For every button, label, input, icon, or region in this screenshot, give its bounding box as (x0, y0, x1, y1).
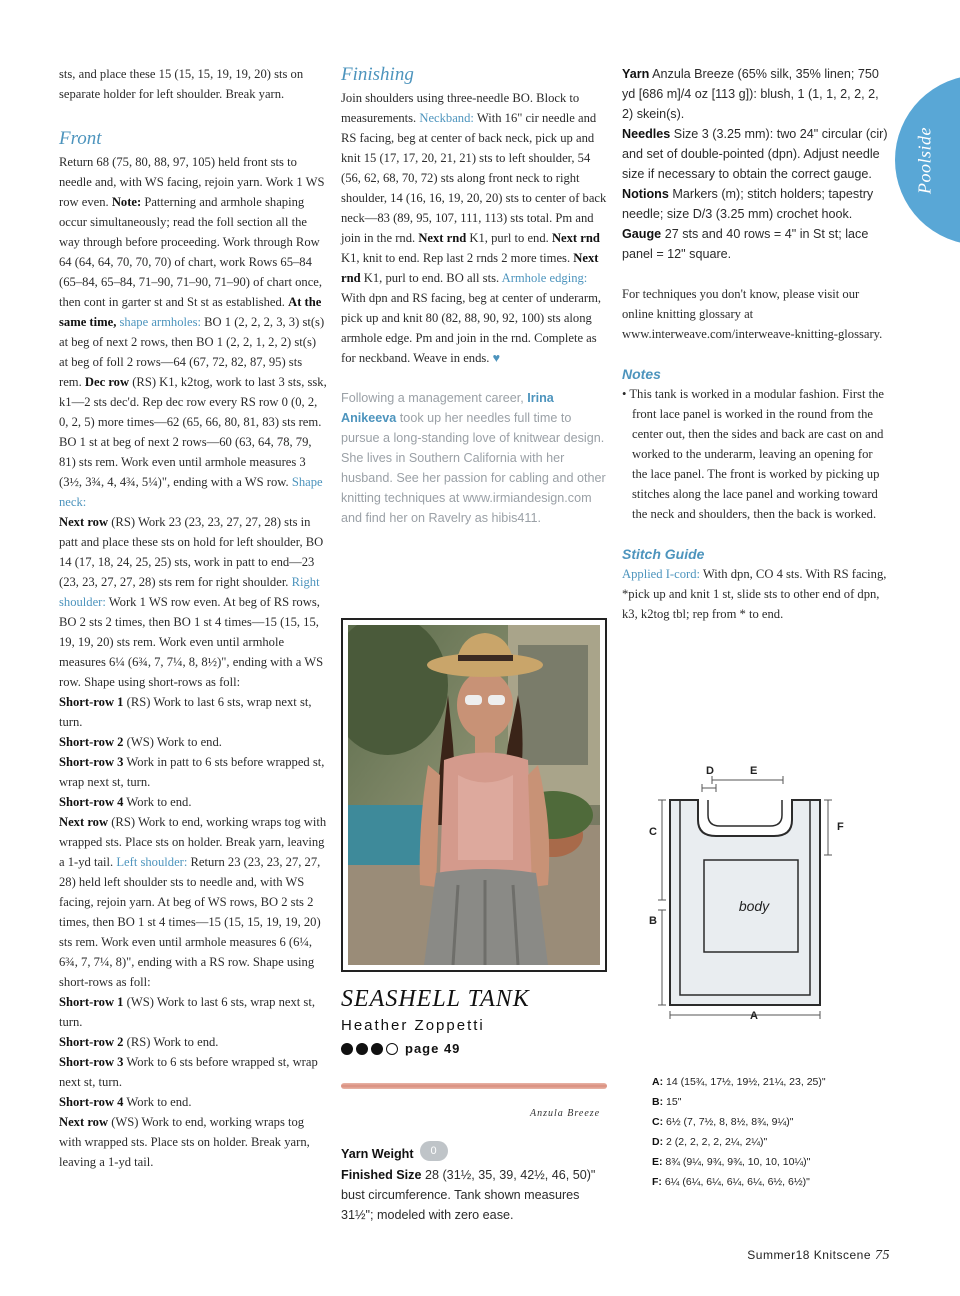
short-row-3: Short-row 3 Work in patt to 6 sts before wrapped st, wrap next st, turn. (59, 755, 325, 789)
dim-label-b: B (649, 915, 657, 927)
difficulty-dot-empty (386, 1043, 398, 1055)
techniques-note: For techniques you don't know, please visit our online knitting glossary at www.interweave.com/interweave-knitting-glossary. (622, 287, 883, 341)
schematic-diagram (640, 760, 860, 1030)
gauge-spec: Gauge 27 sts and 40 rows = 4" in St st; lace panel = 12" square. (622, 227, 869, 261)
measurement-row: B: 15" (652, 1096, 682, 1108)
yarn-weight-label: Yarn Weight (341, 1147, 414, 1161)
difficulty-dot-filled (341, 1043, 353, 1055)
finishing-heading: Finishing (341, 64, 414, 85)
notions-spec: Notions Markers (m); stitch holders; tapestry needle; size D/3 (3.25 mm) crochet hook. (622, 187, 874, 221)
dim-label-e: E (750, 765, 758, 777)
front-instructions: Return 68 (75, 80, 88, 97, 105) held front sts to needle and, with WS facing, rejoin yarn. Work 1 WS row even. Note: Patterning and armhole shaping occur simultaneously; read the foll section all the way through before proceeding. Work through Row 64 (64, 64, 70, 70, 70) of chart, work Rows 65–84 (65–84, 65–84, 71–90, 71–90, 71–90) of chart once, then cont in garter st and St st as established. At the same time, shape armholes: BO 1 (2, 2, 2, 3, 3) st(s) at beg of next 2 rows, then BO 1 (2, 2, 1, 2, 2) st(s) at beg of foll 2 rows—64 (67, 72, 82, 87, 95) sts rem. Dec row (RS) K1, k2tog, work to last 3 sts, ssk, k1—2 sts dec'd. Rep dec row every RS row 0 (0, 2, 0, 2, 5) more times—62 (65, 66, 80, 81, 83) sts rem. BO 1 st at beg of next 2 rows—60 (63, 64, 78, 79, 81) sts rem. Work even until armhole measures 3 (3½, 3¾, 4, 4¾, 5¼)", ending with a WS row. Shape neck: Next row (RS) Work 23 (23, 23, 27, 27, 28) sts in patt and place these sts on hold for left shoulder, BO 14 (17, 18, 24, 25, 25) sts, work in patt to end—23 (23, 23, 27, 27, 28) sts rem for right shoulder. Right shoulder: Work 1 WS row even. At beg of RS rows, BO 2 sts 2 times, then BO 1 st 4 times—15 (15, 15, 19, 19, 20) sts rem. Work even until armhole measures 6¼ (6¾, 7, 7¼, 8, 8½)", ending with a WS row. Shape using short-rows as foll: (59, 155, 327, 689)
section-tab-label: Poolside (914, 127, 935, 194)
notes-heading: Notes (622, 366, 661, 382)
difficulty-dot-filled (371, 1043, 383, 1055)
yarn-weight-badge: 0 (420, 1141, 448, 1161)
next-row-right: Next row (RS) Work to end, working wraps tog with wrapped sts. Place sts on holder. Break yarn, leaving a 1-yd tail. Left shoulder: Return 23 (23, 23, 27, 27, 28) held left shoulder sts to needle and, with WS facing, rejoin yarn. At beg of WS rows, BO 2 sts 2 times, then BO 1 st 4 times—15 (15, 15, 19, 19, 20) sts rem. Work even until armhole measures 6 (6¼, 6¾, 7, 7¼, 8)", ending with a RS row. Shape using short-rows as foll: (59, 815, 327, 989)
short-row-4: Short-row 4 Work to end. (59, 795, 192, 809)
body-label: body (738, 898, 770, 914)
measurement-row: A: 14 (15¾, 17½, 19½, 21¼, 23, 25)" (652, 1076, 826, 1088)
page-reference: page 49 (405, 1041, 461, 1056)
stitch-guide-heading: Stitch Guide (622, 546, 705, 562)
finishing-instructions: Join shoulders using three-needle BO. Block to measurements. Neckband: With 16" cir needle and RS facing, beg at center of back neck, pick up and knit 15 (17, 17, 20, 21, 21) sts to left shoulder, 54 (56, 62, 68, 70, 72) sts along front neck to right shoulder, 14 (16, 16, 19, 20, 20) sts to center of back neck—83 (89, 95, 107, 111, 113) sts total. Pm and join in the rnd. Next rnd K1, purl to end. Next rnd K1, knit to end. Rep last 2 rnds 2 more times. Next rnd K1, purl to end. BO all sts. Armhole edging: With dpn and RS facing, beg at center of underarm, pick up and knit 80 (82, 88, 90, 92, 100) sts along armhole edge. Pm and join in the rnd. Complete as for neckband. Weave in ends. ♥ (341, 91, 607, 365)
front-heading: Front (59, 128, 102, 149)
short-row-2: Short-row 2 (WS) Work to end. (59, 735, 222, 749)
short-row-1: Short-row 1 (RS) Work to last 6 sts, wrap next st, turn. (59, 695, 312, 729)
finished-size-text: 28 (31½, 35, 39, 42½, 46, 50)" bust circumference. Tank shown measures 31½"; modeled with zero ease. (341, 1167, 596, 1222)
dim-label-f: F (837, 821, 844, 833)
measurement-row: D: 2 (2, 2, 2, 2, 2¼, 2¼)" (652, 1136, 768, 1148)
heart-icon: ♥ (492, 351, 501, 365)
magazine-name: Summer18 Knitscene (747, 1248, 871, 1262)
dim-label-c: C (649, 826, 657, 838)
needles-spec: Needles Size 3 (3.25 mm): two 24" circular (cir) and set of double-pointed (dpn). Adjust needle size if necessary to obtain the correct gauge. (622, 127, 888, 181)
model-photo (341, 618, 607, 972)
designer-name: Heather Zoppetti (341, 1017, 485, 1034)
pattern-title: SEASHELL TANK (341, 986, 530, 1012)
left-short-row-2: Short-row 2 (RS) Work to end. (59, 1035, 219, 1049)
left-short-row-3: Short-row 3 Work to 6 sts before wrapped st, wrap next st, turn. (59, 1055, 318, 1089)
difficulty-rating (341, 1041, 460, 1056)
left-short-row-1: Short-row 1 (WS) Work to last 6 sts, wrap next st, turn. (59, 995, 315, 1029)
column-1 (59, 64, 327, 1172)
measurement-row: F: 6¼ (6¼, 6¼, 6¼, 6¼, 6½, 6½)" (652, 1176, 810, 1188)
measurement-row: C: 6½ (7, 7½, 8, 8½, 8¾, 9¼)" (652, 1116, 794, 1128)
applied-icord: Applied I-cord: With dpn, CO 4 sts. With RS facing, *pick up and knit 1 st, slide sts to other end of dpn, k3, k2tog tbl; rep from * to end. (622, 567, 887, 621)
next-row-left: Next row (WS) Work to end, working wraps tog with wrapped sts. Place sts on holder. Break yarn, leaving a 1-yd tail. (59, 1115, 310, 1169)
page-footer (747, 1248, 890, 1264)
dim-label-a: A (750, 1010, 758, 1022)
intro-text: sts, and place these 15 (15, 15, 19, 19, 20) sts on separate holder for left shoulder. Break yarn. (59, 67, 304, 101)
dim-label-d: D (706, 765, 714, 777)
column-2 (341, 64, 609, 528)
measurements-list (652, 1072, 826, 1192)
notes-bullet: • This tank is worked in a modular fashion. First the front lace panel is worked in the round from the center out, then the sides and back are cast on and worked to the underarm, leaving an opening for the lace panel. The front is worked by picking up stitches along the lace panel and working toward the neck and shoulders, then the back is worked. (622, 387, 884, 521)
yarn-sample (341, 1083, 607, 1089)
measurement-row: E: 8¾ (9¼, 9¾, 9¾, 10, 10, 10¼)" (652, 1156, 811, 1168)
finished-size-label: Finished Size (341, 1167, 422, 1182)
yarn-caption: Anzula Breeze (530, 1108, 601, 1119)
left-short-row-4: Short-row 4 Work to end. (59, 1095, 192, 1109)
yarn-meta (341, 1144, 611, 1225)
page-number: 75 (875, 1248, 890, 1263)
designer-bio: Following a management career, Irina Anikeeva took up her needles full time to pursue a long-standing love of knitwear design. She lives in Southern California with her husband. See her passion for cabling and other knitting techniques at www.irmiandesign.com and find her on Ravelry as hibis411. (341, 391, 606, 525)
column-3 (622, 64, 890, 624)
yarn-spec: Yarn Anzula Breeze (65% silk, 35% linen; 750 yd [686 m]/4 oz [113 g]): blush, 1 (1, 1, 2, 2, 2, 2) skein(s). (622, 67, 879, 121)
difficulty-dot-filled (356, 1043, 368, 1055)
